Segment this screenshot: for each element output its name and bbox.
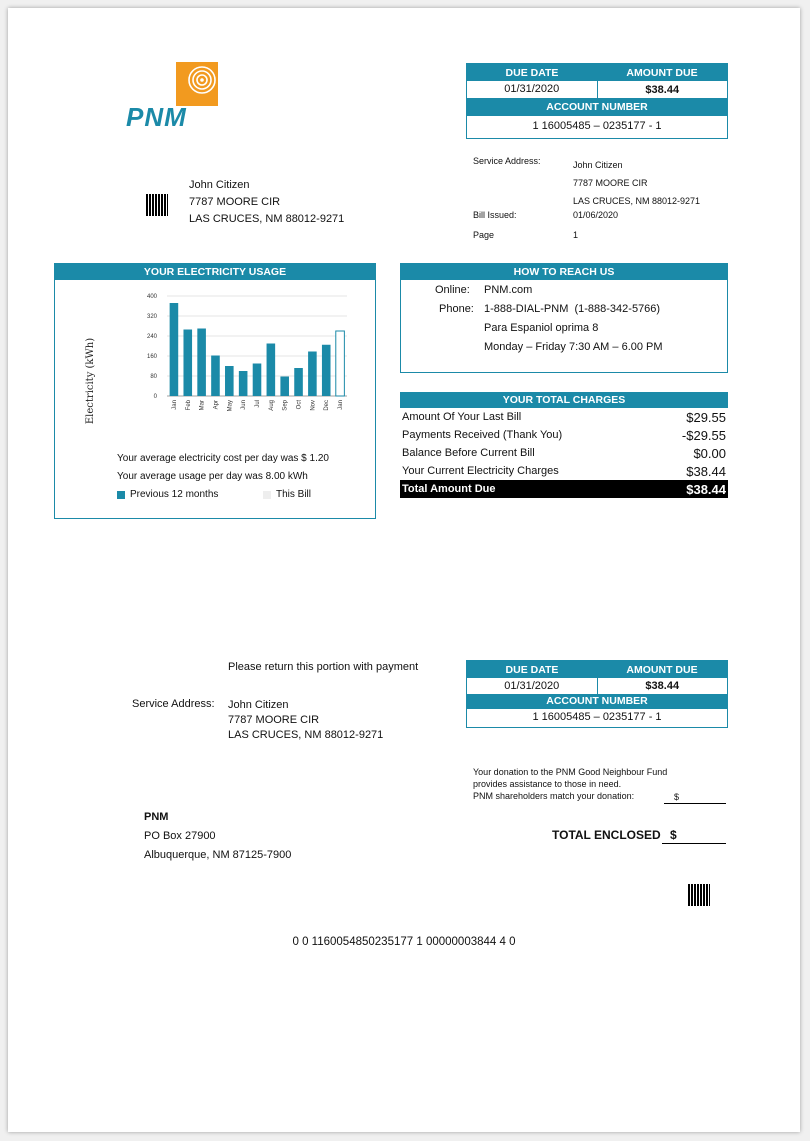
service-name: John Citizen: [573, 160, 623, 170]
charges-title: YOUR TOTAL CHARGES: [400, 392, 728, 408]
pnm-logo-text: PNM: [126, 102, 187, 132]
stub-service-label: Service Address:: [132, 698, 215, 710]
chart-ytick-label: 320: [146, 314, 157, 320]
service-address-label: Service Address:: [473, 156, 541, 166]
chart-xtick-label: Aug: [268, 400, 275, 411]
legend-previous-swatch: [117, 491, 125, 499]
stub-account-number: 1 16005485 – 0235177 - 1: [532, 711, 662, 723]
stub-amount-due-label: AMOUNT DUE: [626, 663, 698, 676]
due-date-label: DUE DATE: [505, 66, 559, 79]
chart-bar: [170, 303, 179, 396]
due-box-top: [466, 63, 728, 139]
donation-line-2: provides assistance to those in need.: [473, 779, 622, 789]
remit-address: [144, 808, 291, 865]
chart-ytick-label: 160: [146, 354, 157, 360]
chart-bar: [211, 356, 220, 397]
qr-code-icon: [688, 884, 710, 906]
charges-box: [400, 392, 728, 498]
chart-ytick-label: 80: [150, 374, 157, 380]
usage-chart: [55, 286, 375, 446]
charge-row: [400, 426, 728, 444]
phone-value: 1-888-DIAL-PNM (1-888-342-5766): [484, 302, 661, 315]
account-number-value: 1 16005485 – 0235177 - 1: [532, 120, 662, 132]
hours-text: Monday – Friday 7:30 AM – 6.00 PM: [484, 340, 663, 353]
charge-amount: $38.44: [686, 463, 726, 479]
total-enclosed-label: TOTAL ENCLOSED: [552, 828, 661, 842]
chart-bar: [322, 345, 331, 396]
chart-ylabel: Electricity (kWh): [85, 337, 96, 425]
chart-xtick-label: Mar: [199, 400, 206, 411]
chart-xtick-label: Jan: [338, 400, 345, 410]
phone-label: Phone:: [439, 302, 474, 315]
online-label: Online:: [435, 283, 470, 296]
chart-ytick-label: 240: [146, 334, 157, 340]
chart-xtick-label: Sep: [282, 400, 289, 411]
mailing-name: John Citizen: [189, 179, 250, 191]
stub-service-address: [228, 698, 383, 743]
stub-due-date-label: DUE DATE: [505, 663, 559, 676]
legend-previous-label: Previous 12 months: [130, 489, 219, 500]
chart-bar: [308, 352, 317, 397]
chart-bar-this-bill: [336, 331, 345, 396]
stub-name: John Citizen: [228, 699, 289, 711]
usage-chart-svg: [55, 286, 375, 446]
online-link[interactable]: PNM.com: [484, 283, 533, 296]
charge-label: Payments Received (Thank You): [402, 429, 563, 441]
stub-street: 7787 MOORE CIR: [228, 714, 320, 726]
spanish-text: Para Espaniol oprima 8: [484, 321, 599, 334]
chart-xtick-label: Jul: [255, 400, 261, 408]
bill-page: [8, 8, 800, 1132]
chart-ytick-label: 400: [146, 294, 157, 300]
charge-label: Amount Of Your Last Bill: [402, 411, 522, 423]
chart-xtick-label: Jun: [241, 400, 248, 410]
chart-bar: [294, 368, 303, 396]
stub-account-label: ACCOUNT NUMBER: [467, 694, 727, 709]
reach-title: HOW TO REACH US: [401, 264, 727, 280]
chart-bar: [267, 344, 276, 397]
service-street: 7787 MOORE CIR: [573, 178, 648, 188]
amount-due-label: AMOUNT DUE: [626, 66, 698, 79]
remit-box: PO Box 27900: [144, 830, 216, 842]
charge-row: [400, 408, 728, 426]
charge-amount: -$29.55: [681, 427, 726, 443]
avg-usage-text: Your average usage per day was 8.00 kWh: [117, 471, 308, 482]
charge-amount: $0.00: [693, 445, 726, 461]
mailing-address: [189, 177, 344, 228]
chart-bar: [225, 366, 234, 396]
donation-dollar: $: [674, 792, 680, 802]
chart-xtick-label: Oct: [296, 400, 303, 410]
total-enclosed-input[interactable]: [662, 828, 726, 844]
chart-xtick-label: Feb: [185, 400, 192, 411]
due-box-stub: [466, 660, 728, 728]
chart-xtick-label: Jan: [171, 400, 178, 410]
chart-bar: [239, 371, 248, 396]
mailing-street: 7787 MOORE CIR: [189, 196, 281, 208]
amount-due-value: $38.44: [645, 83, 680, 96]
total-due-row: [400, 480, 728, 498]
legend-this-label: This Bill: [276, 489, 312, 500]
usage-box: [54, 263, 376, 519]
bill-issued-label: Bill Issued:: [473, 210, 517, 220]
chart-bar: [183, 330, 192, 397]
bill-issued-value: 01/06/2020: [573, 210, 619, 220]
mailing-city: LAS CRUCES, NM 88012-9271: [189, 213, 345, 225]
pnm-logo: [124, 62, 224, 132]
donation-text: [473, 766, 667, 802]
stub-amount-due: $38.44: [645, 680, 680, 692]
return-text: Please return this portion with payment: [228, 661, 419, 673]
chart-ytick-label: 0: [153, 394, 157, 400]
avg-cost-text: Your average electricity cost per day was $ 1.20: [117, 453, 329, 464]
reach-box: [400, 263, 728, 373]
qr-code-icon: [146, 194, 168, 216]
page-value: 1: [573, 230, 579, 240]
chart-xtick-label: Nov: [310, 400, 317, 411]
charge-label: Your Current Electricity Charges: [402, 465, 559, 477]
chart-bar: [253, 364, 262, 397]
service-city: LAS CRUCES, NM 88012-9271: [573, 196, 701, 206]
stub-due-date: 01/31/2020: [467, 678, 598, 694]
page-label: Page: [473, 230, 495, 240]
legend-this-swatch: [263, 491, 271, 499]
account-number-label: ACCOUNT NUMBER: [467, 98, 727, 116]
donation-line-1: Your donation to the PNM Good Neighbour Fund: [473, 767, 668, 777]
remit-city: Albuquerque, NM 87125-7900: [144, 849, 292, 861]
legend-this-bill: [263, 489, 311, 500]
charge-label: Balance Before Current Bill: [402, 447, 535, 459]
chart-xtick-label: Apr: [213, 400, 220, 410]
donation-line-3: PNM shareholders match your donation:: [473, 791, 635, 801]
scanline: 0 0 1160054850235177 1 00000003844 4 0: [292, 936, 516, 948]
chart-xtick-label: May: [227, 400, 234, 412]
chart-xtick-label: Dec: [324, 400, 331, 411]
donation-input[interactable]: [664, 792, 726, 804]
due-date-value: 01/31/2020: [467, 81, 598, 98]
legend-previous: [117, 489, 218, 500]
total-due-label: Total Amount Due: [402, 483, 496, 495]
remit-name: PNM: [144, 811, 169, 823]
total-enclosed-dollar: $: [670, 828, 677, 842]
total-due-amount: $38.44: [686, 481, 726, 497]
stub-city: LAS CRUCES, NM 88012-9271: [228, 729, 384, 741]
usage-title: YOUR ELECTRICITY USAGE: [55, 264, 375, 280]
charge-row: [400, 462, 728, 480]
chart-bar: [280, 377, 289, 397]
chart-bar: [197, 329, 206, 397]
charge-row: [400, 444, 728, 462]
charge-amount: $29.55: [686, 409, 726, 425]
